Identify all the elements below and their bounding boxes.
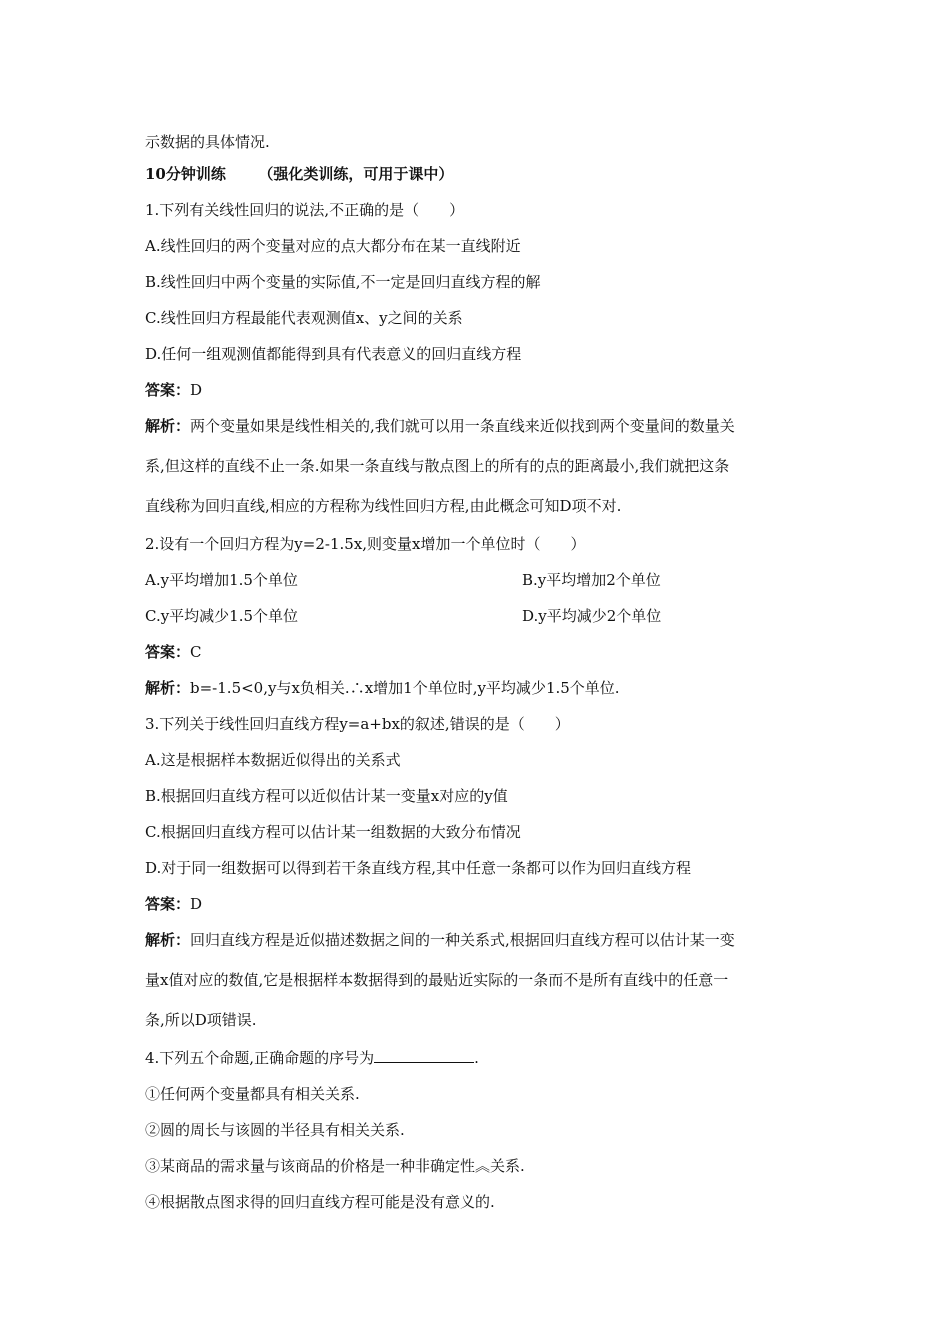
q2-option-d: D.y平均减少2个单位 xyxy=(522,607,662,625)
q4-stem-prefix: 4.下列五个命题,正确命题的序号为 xyxy=(145,1049,375,1067)
q4-item-1: ①任何两个变量都具有相关关系. xyxy=(145,1085,360,1103)
q1-analysis-line-1 xyxy=(145,416,825,436)
q2-option-b: B.y平均增加2个单位 xyxy=(522,571,661,589)
analysis-label: 解析： xyxy=(145,931,191,949)
answer-label: 答案： xyxy=(145,643,191,661)
analysis-label: 解析： xyxy=(145,417,191,435)
q3-option-d: D.对于同一组数据可以得到若干条直线方程,其中任意一条都可以作为回归直线方程 xyxy=(145,859,692,877)
q3-analysis-text-1: 回归直线方程是近似描述数据之间的一种关系式,根据回归直线方程可以估计某一变 xyxy=(190,931,735,949)
q3-option-c: C.根据回归直线方程可以估计某一组数据的大致分布情况 xyxy=(145,823,521,841)
q4-stem-suffix: . xyxy=(474,1049,479,1067)
q4-item-3: ③某商品的需求量与该商品的价格是一种非确定性︽关系. xyxy=(145,1157,525,1175)
q1-option-b: B.线性回归中两个变量的实际值,不一定是回归直线方程的解 xyxy=(145,273,541,291)
answer-label: 答案： xyxy=(145,895,191,913)
q3-option-a: A.这是根据样本数据近似得出的关系式 xyxy=(145,751,401,769)
q3-analysis-line-2: 量x值对应的数值,它是根据样本数据得到的最贴近实际的一条而不是所有直线中的任意一 xyxy=(145,971,729,989)
q2-option-c: C.y平均减少1.5个单位 xyxy=(145,607,299,625)
q1-stem: 1.下列有关线性回归的说法,不正确的是（ ） xyxy=(145,201,465,219)
q3-analysis-line-3: 条,所以D项错误. xyxy=(145,1011,257,1029)
q1-option-d: D.任何一组观测值都能得到具有代表意义的回归直线方程 xyxy=(145,345,522,363)
answer-blank[interactable] xyxy=(374,1048,474,1063)
q1-analysis-line-2: 系,但这样的直线不止一条.如果一条直线与散点图上的所有的点的距离最小,我们就把这条 xyxy=(145,457,730,475)
section-title: 10分钟训练 xyxy=(145,165,226,183)
q3-stem: 3.下列关于线性回归直线方程y=a+bx的叙述,错误的是（ ） xyxy=(145,715,570,733)
q1-option-c: C.线性回归方程最能代表观测值x、y之间的关系 xyxy=(145,309,463,327)
q2-stem: 2.设有一个回归方程为y=2-1.5x,则变量x增加一个单位时（ ） xyxy=(145,535,586,553)
q2-analysis-line-1 xyxy=(145,678,825,698)
q2-analysis-text-1: b=-1.5<0,y与x负相关.∴x增加1个单位时,y平均减少1.5个单位. xyxy=(190,679,620,697)
analysis-label: 解析： xyxy=(145,679,191,697)
q4-stem xyxy=(145,1048,825,1068)
q4-item-2: ②圆的周长与该圆的半径具有相关关系. xyxy=(145,1121,405,1139)
q2-options-row-2 xyxy=(145,606,825,626)
q2-answer-value: C xyxy=(190,643,202,661)
intro-tail: 示数据的具体情况. xyxy=(145,133,270,151)
q2-options-row-1 xyxy=(145,570,825,590)
q2-answer xyxy=(145,642,825,662)
q3-option-b: B.根据回归直线方程可以近似估计某一变量x对应的y值 xyxy=(145,787,508,805)
q1-answer xyxy=(145,380,825,400)
q3-answer-value: D xyxy=(190,895,203,913)
answer-label: 答案： xyxy=(145,381,191,399)
section-subtitle: （强化类训练，可用于课中） xyxy=(258,165,454,183)
q3-analysis-line-1 xyxy=(145,930,825,950)
section-heading xyxy=(145,164,825,184)
q1-option-a: A.线性回归的两个变量对应的点大都分布在某一直线附近 xyxy=(145,237,521,255)
q1-analysis-line-3: 直线称为回归直线,相应的方程称为线性回归方程,由此概念可知D项不对. xyxy=(145,497,622,515)
q1-answer-value: D xyxy=(190,381,203,399)
q3-answer xyxy=(145,894,825,914)
q4-item-4: ④根据散点图求得的回归直线方程可能是没有意义的. xyxy=(145,1193,495,1211)
q1-analysis-text-1: 两个变量如果是线性相关的,我们就可以用一条直线来近似找到两个变量间的数量关 xyxy=(190,417,735,435)
q2-option-a: A.y平均增加1.5个单位 xyxy=(145,571,298,589)
